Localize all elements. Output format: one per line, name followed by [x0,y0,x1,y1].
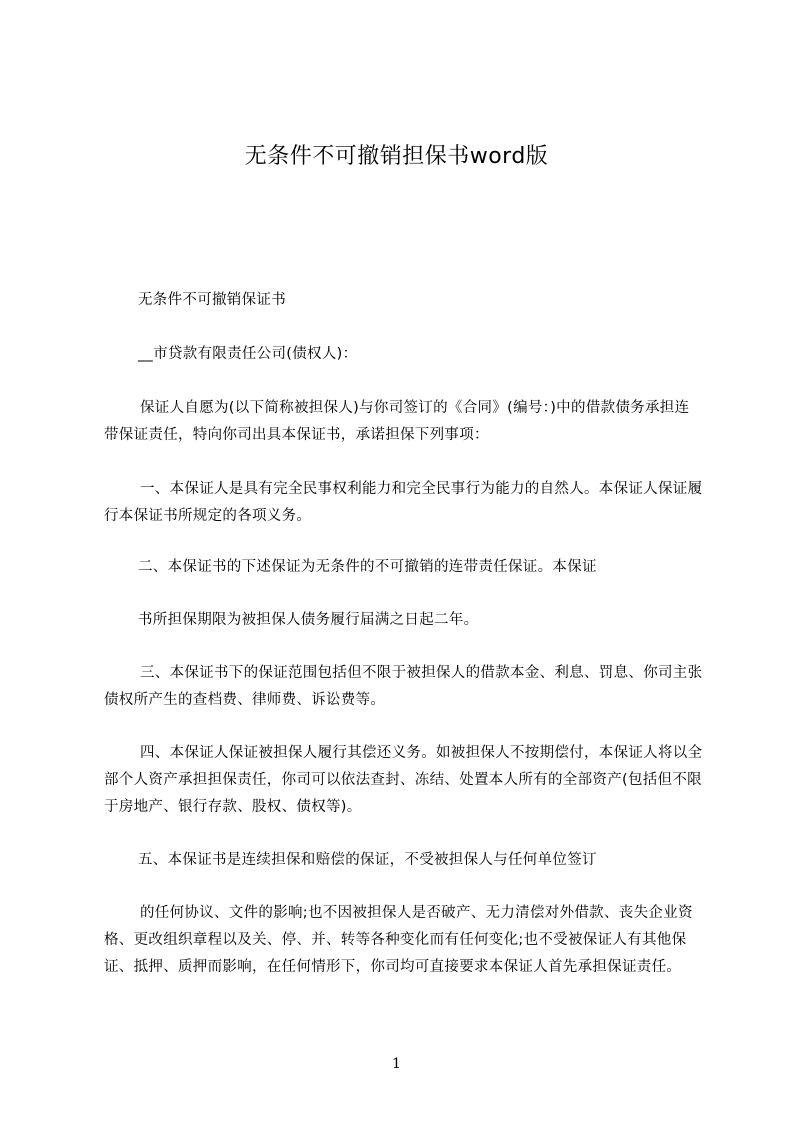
clause-2-line-2: 书所担保期限为被担保人债务履行届满之日起二年。 [138,612,479,628]
clause-3: 三、本保证书下的保证范围包括但不限于被担保人的借款本金、利息、罚息、你司主张债权所产生的查档费、律师费、诉讼费等。 [104,665,703,708]
intro-paragraph: 保证人自愿为(以下简称被担保人)与你司签订的《合同》(编号：)中的借款债务承担连带保证责任，特向你司出具本保证书，承诺担保下列事项： [104,400,690,443]
clause-2-line-1: 二、本保证书的下述保证为无条件的不可撤销的连带责任保证。本保证 [138,559,597,575]
clause-1: 一、本保证人是具有完全民事权利能力和完全民事行为能力的自然人。本保证人保证履行本保证书所规定的各项义务。 [104,481,703,524]
addressee: __市贷款有限责任公司(债权人)： [138,346,358,362]
page-number: 1 [392,1056,401,1072]
document-title: 无条件不可撤销担保书word版 [244,144,549,169]
guarantee-heading: 无条件不可撤销保证书 [138,292,286,308]
clause-5-continuation: 的任何协议、文件的影响;也不因被担保人是否破产、无力清偿对外借款、丧失企业资格、更改组织章程以及关、停、并、转等各种变化而有任何变化;也不受被保证人有其他保证、抵押、质押而影响，在任何情形下，你司均可直接要求本保证人首先承担保证责任。 [104,905,693,975]
clause-4: 四、本保证人保证被担保人履行其偿还义务。如被担保人不按期偿付，本保证人将以全部个人资产承担担保责任，你司可以依法查封、冻结、处置本人所有的全部资产(包括但不限于房地产、银行存款、股权、债权等)。 [104,745,703,815]
clause-5-line-1: 五、本保证书是连续担保和赔偿的保证，不受被担保人与任何单位签订 [138,852,597,868]
